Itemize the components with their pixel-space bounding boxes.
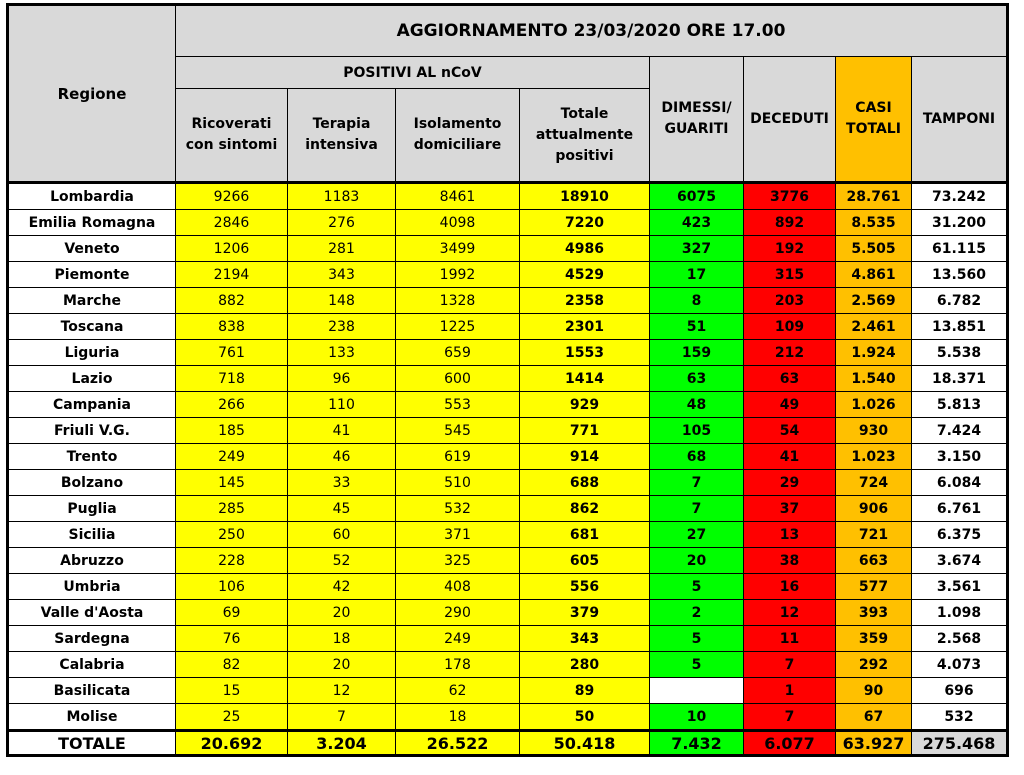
table-row [8,288,1008,314]
cell-tamponi: 696 [912,678,1008,704]
cell-totale-positivi: 280 [520,652,650,678]
cell-totale-positivi: 4529 [520,262,650,288]
header-tamponi: TAMPONI [912,57,1008,183]
table-row [8,392,1008,418]
table-row [8,626,1008,652]
cell-totale-positivi: 862 [520,496,650,522]
cell-totale-positivi: 18910 [520,183,650,210]
region-name: Trento [8,444,176,470]
cell-deceduti: 1 [744,678,836,704]
cell-dimessi: 5 [650,574,744,600]
cell-casi-totali: 1.924 [836,340,912,366]
header-casi-totali: CASI TOTALI [836,57,912,183]
cell-totale-positivi: 914 [520,444,650,470]
cell-dimessi: 105 [650,418,744,444]
total-isolamento: 26.522 [396,731,520,756]
cell-isolamento: 3499 [396,236,520,262]
cell-dimessi [650,678,744,704]
cell-dimessi: 17 [650,262,744,288]
table-row [8,678,1008,704]
cell-totale-positivi: 771 [520,418,650,444]
cell-tamponi: 73.242 [912,183,1008,210]
cell-deceduti: 54 [744,418,836,444]
table-row [8,210,1008,236]
table-row [8,600,1008,626]
table-footer [8,731,1008,756]
cell-ricoverati: 106 [176,574,288,600]
cell-tamponi: 13.560 [912,262,1008,288]
cell-tamponi: 1.098 [912,600,1008,626]
cell-totale-positivi: 605 [520,548,650,574]
region-name: Lombardia [8,183,176,210]
cell-tamponi: 7.424 [912,418,1008,444]
cell-terapia: 20 [288,652,396,678]
region-name: Sicilia [8,522,176,548]
cell-terapia: 7 [288,704,396,731]
cell-ricoverati: 1206 [176,236,288,262]
cell-casi-totali: 90 [836,678,912,704]
header-positivi-group: POSITIVI AL nCoV [176,57,650,89]
cell-isolamento: 1992 [396,262,520,288]
total-tamponi: 275.468 [912,731,1008,756]
cell-isolamento: 249 [396,626,520,652]
cell-tamponi: 6.761 [912,496,1008,522]
cell-totale-positivi: 343 [520,626,650,652]
cell-isolamento: 1328 [396,288,520,314]
cell-tamponi: 3.561 [912,574,1008,600]
cell-terapia: 33 [288,470,396,496]
table-row [8,340,1008,366]
region-name: Toscana [8,314,176,340]
cell-tamponi: 532 [912,704,1008,731]
cell-terapia: 20 [288,600,396,626]
region-name: Veneto [8,236,176,262]
cell-terapia: 96 [288,366,396,392]
cell-isolamento: 1225 [396,314,520,340]
cell-dimessi: 20 [650,548,744,574]
cell-casi-totali: 724 [836,470,912,496]
table-title: AGGIORNAMENTO 23/03/2020 ORE 17.00 [176,5,1008,57]
header-regione: Regione [8,5,176,183]
cell-tamponi: 6.375 [912,522,1008,548]
cell-ricoverati: 76 [176,626,288,652]
cell-isolamento: 619 [396,444,520,470]
cell-isolamento: 62 [396,678,520,704]
cell-totale-positivi: 2301 [520,314,650,340]
cell-ricoverati: 228 [176,548,288,574]
cell-ricoverati: 185 [176,418,288,444]
cell-totale-positivi: 2358 [520,288,650,314]
cell-deceduti: 37 [744,496,836,522]
cell-casi-totali: 8.535 [836,210,912,236]
cell-casi-totali: 1.540 [836,366,912,392]
cell-ricoverati: 761 [176,340,288,366]
cell-casi-totali: 930 [836,418,912,444]
region-name: Campania [8,392,176,418]
cell-isolamento: 553 [396,392,520,418]
cell-tamponi: 18.371 [912,366,1008,392]
region-name: Puglia [8,496,176,522]
header-totale-positivi: Totale attualmente positivi [520,89,650,183]
cell-ricoverati: 82 [176,652,288,678]
cell-tamponi: 4.073 [912,652,1008,678]
cell-terapia: 343 [288,262,396,288]
cell-casi-totali: 292 [836,652,912,678]
cell-dimessi: 27 [650,522,744,548]
cell-isolamento: 178 [396,652,520,678]
cell-ricoverati: 2194 [176,262,288,288]
cell-ricoverati: 145 [176,470,288,496]
cell-casi-totali: 28.761 [836,183,912,210]
region-name: Basilicata [8,678,176,704]
cell-terapia: 60 [288,522,396,548]
cell-casi-totali: 577 [836,574,912,600]
cell-terapia: 18 [288,626,396,652]
region-name: Emilia Romagna [8,210,176,236]
cell-deceduti: 16 [744,574,836,600]
table-row [8,522,1008,548]
cell-dimessi: 8 [650,288,744,314]
cell-deceduti: 63 [744,366,836,392]
cell-terapia: 281 [288,236,396,262]
cell-casi-totali: 5.505 [836,236,912,262]
cell-casi-totali: 2.569 [836,288,912,314]
cell-tamponi: 5.538 [912,340,1008,366]
cell-ricoverati: 250 [176,522,288,548]
cell-terapia: 1183 [288,183,396,210]
cell-ricoverati: 838 [176,314,288,340]
region-name: Piemonte [8,262,176,288]
total-ricoverati: 20.692 [176,731,288,756]
table-row [8,262,1008,288]
table-body [8,183,1008,731]
total-dimessi: 7.432 [650,731,744,756]
table-row [8,704,1008,731]
cell-terapia: 42 [288,574,396,600]
cell-terapia: 12 [288,678,396,704]
table-row [8,548,1008,574]
cell-terapia: 148 [288,288,396,314]
cell-totale-positivi: 89 [520,678,650,704]
cell-casi-totali: 1.023 [836,444,912,470]
table-row [8,470,1008,496]
region-name: Liguria [8,340,176,366]
table-row [8,574,1008,600]
cell-terapia: 276 [288,210,396,236]
header-terapia: Terapia intensiva [288,89,396,183]
total-casi-totali: 63.927 [836,731,912,756]
cell-totale-positivi: 1414 [520,366,650,392]
region-name: Molise [8,704,176,731]
cell-deceduti: 38 [744,548,836,574]
cell-dimessi: 48 [650,392,744,418]
cell-ricoverati: 15 [176,678,288,704]
cell-ricoverati: 882 [176,288,288,314]
cell-casi-totali: 67 [836,704,912,731]
table-row [8,444,1008,470]
cell-dimessi: 423 [650,210,744,236]
cell-isolamento: 545 [396,418,520,444]
cell-dimessi: 159 [650,340,744,366]
cell-ricoverati: 25 [176,704,288,731]
region-name: Umbria [8,574,176,600]
cell-isolamento: 532 [396,496,520,522]
total-totale-positivi: 50.418 [520,731,650,756]
cell-isolamento: 4098 [396,210,520,236]
cell-tamponi: 6.084 [912,470,1008,496]
cell-totale-positivi: 929 [520,392,650,418]
cell-isolamento: 600 [396,366,520,392]
region-name: Bolzano [8,470,176,496]
cell-deceduti: 192 [744,236,836,262]
cell-isolamento: 290 [396,600,520,626]
cell-tamponi: 3.150 [912,444,1008,470]
cell-isolamento: 18 [396,704,520,731]
cell-isolamento: 659 [396,340,520,366]
table-row [8,366,1008,392]
cell-tamponi: 3.674 [912,548,1008,574]
cell-dimessi: 10 [650,704,744,731]
cell-dimessi: 6075 [650,183,744,210]
cell-ricoverati: 9266 [176,183,288,210]
cell-ricoverati: 249 [176,444,288,470]
cell-tamponi: 13.851 [912,314,1008,340]
cell-ricoverati: 2846 [176,210,288,236]
cell-deceduti: 315 [744,262,836,288]
table-row [8,183,1008,210]
table-row [8,418,1008,444]
table-row [8,496,1008,522]
total-label: TOTALE [8,731,176,756]
cell-dimessi: 7 [650,470,744,496]
cell-totale-positivi: 50 [520,704,650,731]
cell-dimessi: 5 [650,626,744,652]
cell-totale-positivi: 681 [520,522,650,548]
cell-deceduti: 109 [744,314,836,340]
total-terapia: 3.204 [288,731,396,756]
cell-casi-totali: 906 [836,496,912,522]
header-ricoverati: Ricoverati con sintomi [176,89,288,183]
region-name: Abruzzo [8,548,176,574]
cell-isolamento: 408 [396,574,520,600]
cell-casi-totali: 1.026 [836,392,912,418]
cell-terapia: 46 [288,444,396,470]
cell-casi-totali: 663 [836,548,912,574]
cell-deceduti: 203 [744,288,836,314]
cell-dimessi: 5 [650,652,744,678]
cell-deceduti: 49 [744,392,836,418]
cell-casi-totali: 2.461 [836,314,912,340]
cell-isolamento: 510 [396,470,520,496]
cell-casi-totali: 4.861 [836,262,912,288]
cell-dimessi: 51 [650,314,744,340]
cell-dimessi: 327 [650,236,744,262]
data-table-container [6,3,1009,757]
cell-ricoverati: 718 [176,366,288,392]
cell-casi-totali: 393 [836,600,912,626]
cell-deceduti: 892 [744,210,836,236]
cell-totale-positivi: 7220 [520,210,650,236]
region-name: Valle d'Aosta [8,600,176,626]
cell-totale-positivi: 556 [520,574,650,600]
region-name: Marche [8,288,176,314]
cell-isolamento: 325 [396,548,520,574]
table-header [8,5,1008,183]
table-row [8,652,1008,678]
cell-deceduti: 12 [744,600,836,626]
header-deceduti: DECEDUTI [744,57,836,183]
cell-terapia: 110 [288,392,396,418]
cell-terapia: 45 [288,496,396,522]
cell-isolamento: 371 [396,522,520,548]
total-row [8,731,1008,756]
total-deceduti: 6.077 [744,731,836,756]
cell-deceduti: 212 [744,340,836,366]
cell-isolamento: 8461 [396,183,520,210]
cell-totale-positivi: 4986 [520,236,650,262]
cell-terapia: 52 [288,548,396,574]
cell-ricoverati: 285 [176,496,288,522]
cell-deceduti: 41 [744,444,836,470]
cell-terapia: 238 [288,314,396,340]
cell-tamponi: 2.568 [912,626,1008,652]
region-name: Calabria [8,652,176,678]
cell-deceduti: 13 [744,522,836,548]
cell-terapia: 41 [288,418,396,444]
cell-totale-positivi: 379 [520,600,650,626]
cell-tamponi: 61.115 [912,236,1008,262]
table-row [8,236,1008,262]
cell-casi-totali: 359 [836,626,912,652]
cell-terapia: 133 [288,340,396,366]
header-isolamento: Isolamento domiciliare [396,89,520,183]
cell-deceduti: 3776 [744,183,836,210]
region-name: Sardegna [8,626,176,652]
header-dimessi: DIMESSI/ GUARITI [650,57,744,183]
cell-totale-positivi: 1553 [520,340,650,366]
cell-dimessi: 68 [650,444,744,470]
cell-deceduti: 29 [744,470,836,496]
cell-tamponi: 5.813 [912,392,1008,418]
cell-deceduti: 11 [744,626,836,652]
cell-deceduti: 7 [744,652,836,678]
cell-ricoverati: 266 [176,392,288,418]
region-name: Friuli V.G. [8,418,176,444]
cell-tamponi: 31.200 [912,210,1008,236]
covid-regional-table [6,3,1009,757]
cell-dimessi: 7 [650,496,744,522]
cell-casi-totali: 721 [836,522,912,548]
cell-dimessi: 63 [650,366,744,392]
cell-tamponi: 6.782 [912,288,1008,314]
cell-deceduti: 7 [744,704,836,731]
table-row [8,314,1008,340]
cell-ricoverati: 69 [176,600,288,626]
region-name: Lazio [8,366,176,392]
cell-totale-positivi: 688 [520,470,650,496]
cell-dimessi: 2 [650,600,744,626]
